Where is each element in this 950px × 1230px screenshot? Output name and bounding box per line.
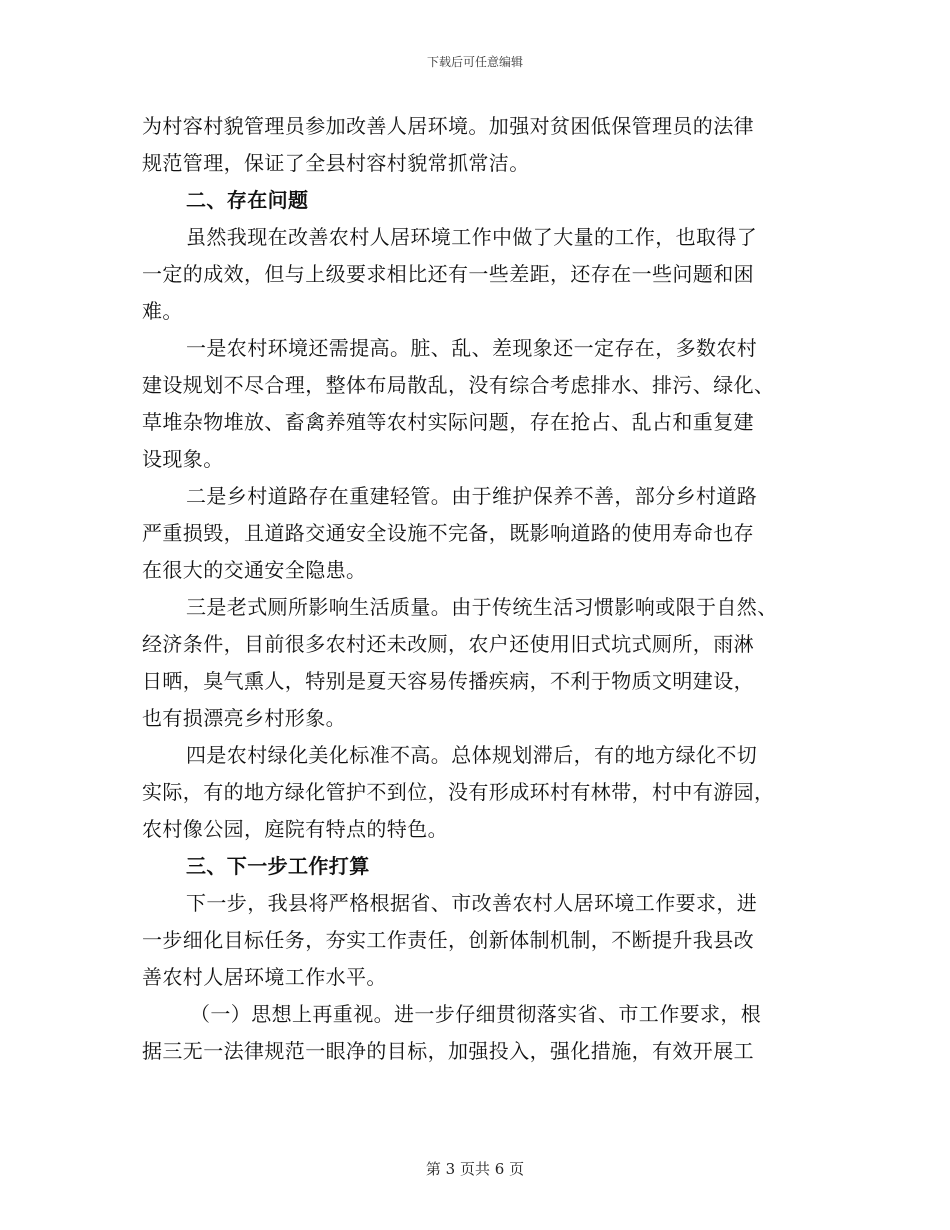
document-body — [142, 108, 807, 1070]
paragraph-line: 草堆杂物堆放、畜禽养殖等农村实际问题，存在抢占、乱占和重复建 — [142, 410, 754, 434]
paragraph-line: 也有损漂亮乡村形象。 — [142, 706, 346, 730]
paragraph-line: 二是乡村道路存在重建轻管。由于维护保养不善，部分乡村道路 — [186, 484, 758, 508]
page-header: 下载后可任意编辑 — [426, 55, 523, 69]
paragraph-line: 建设规划不尽合理，整体布局散乱，没有综合考虑排水、排污、绿化、 — [142, 373, 775, 397]
section-heading-next-steps: 三、下一步工作打算 — [186, 854, 370, 878]
paragraph-line: 四是农村绿化美化标准不高。总体规划滞后，有的地方绿化不切 — [186, 743, 758, 767]
paragraph-line: 一定的成效，但与上级要求相比还有一些差距，还存在一些问题和困 — [142, 262, 754, 286]
paragraph-line: 据三无一法律规范一眼净的目标，加强投入，强化措施，有效开展工 — [142, 1039, 754, 1063]
paragraph-line: （一）思想上再重视。进一步仔细贯彻落实省、市工作要求，根 — [190, 1002, 762, 1026]
paragraph-line: 农村像公园，庭院有特点的特色。 — [142, 817, 448, 841]
paragraph-line: 为村容村貌管理员参加改善人居环境。加强对贫困低保管理员的法律 — [142, 114, 754, 138]
paragraph-line: 在很大的交通安全隐患。 — [142, 558, 367, 582]
paragraph-line: 一是农村环境还需提高。脏、乱、差现象还一定存在，多数农村 — [186, 336, 758, 360]
paragraph-line: 难。 — [142, 299, 183, 323]
paragraph-line: 三是老式厕所影响生活质量。由于传统生活习惯影响或限于自然、 — [186, 595, 778, 619]
paragraph-line: 经济条件，目前很多农村还未改厕，农户还使用旧式坑式厕所，雨淋 — [142, 632, 754, 656]
paragraph-line: 设现象。 — [142, 447, 224, 471]
paragraph-line: 日晒，臭气熏人，特别是夏天容易传播疾病，不利于物质文明建设， — [142, 669, 754, 693]
paragraph-line: 善农村人居环境工作水平。 — [142, 965, 387, 989]
paragraph-line: 实际，有的地方绿化管护不到位，没有形成环村有林带，村中有游园， — [142, 780, 775, 804]
paragraph-line: 规范管理，保证了全县村容村貌常抓常洁。 — [142, 151, 530, 175]
page-footer: 第 3 页共 6 页 — [425, 1160, 525, 1178]
paragraph-line: 严重损毁，且道路交通安全设施不完备，既影响道路的使用寿命也存 — [142, 521, 754, 545]
paragraph-line: 虽然我现在改善农村人居环境工作中做了大量的工作，也取得了 — [186, 225, 758, 249]
paragraph-line: 下一步，我县将严格根据省、市改善农村人居环境工作要求，进 — [186, 891, 758, 915]
section-heading-problems: 二、存在问题 — [186, 188, 309, 212]
paragraph-line: 一步细化目标任务，夯实工作责任，创新体制机制，不断提升我县改 — [142, 928, 754, 952]
